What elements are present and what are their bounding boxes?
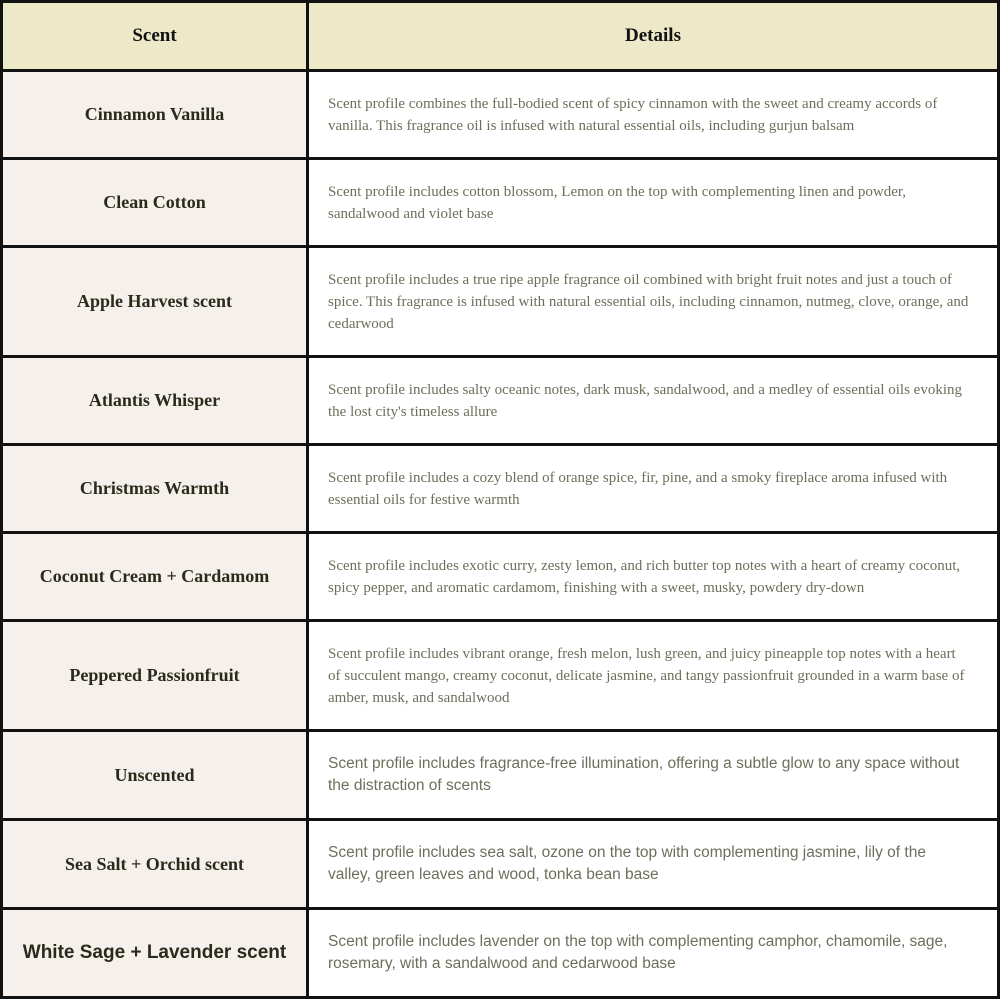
scent-details: Scent profile includes a cozy blend of orange spice, fir, pine, and a smoky fireplace aroma infused with essential oils for festive warmth — [308, 445, 999, 533]
scent-details: Scent profile includes exotic curry, zesty lemon, and rich butter top notes with a heart of creamy coconut, spicy pepper, and aromatic cardamom, finishing with a sweet, musky, powdery dry-down — [308, 533, 999, 621]
table-row — [2, 533, 999, 621]
scent-name: Unscented — [2, 731, 308, 820]
table-row — [2, 445, 999, 533]
scent-name: Sea Salt + Orchid scent — [2, 820, 308, 909]
table-row — [2, 159, 999, 247]
header-details: Details — [308, 2, 999, 71]
table-row — [2, 820, 999, 909]
table-row — [2, 247, 999, 357]
scent-name: Christmas Warmth — [2, 445, 308, 533]
scent-details: Scent profile includes sea salt, ozone on the top with complementing jasmine, lily of the valley, green leaves and wood, tonka bean base — [308, 820, 999, 909]
scent-details: Scent profile includes salty oceanic notes, dark musk, sandalwood, and a medley of essential oils evoking the lost city's timeless allure — [308, 357, 999, 445]
header-scent: Scent — [2, 2, 308, 71]
table-row — [2, 909, 999, 998]
scent-details: Scent profile includes a true ripe apple fragrance oil combined with bright fruit notes and just a touch of spice. This fragrance is infused with natural essential oils, including cinnamon, nutmeg, clove, orange, and cedarwood — [308, 247, 999, 357]
table-row — [2, 357, 999, 445]
scent-name: Atlantis Whisper — [2, 357, 308, 445]
scent-details: Scent profile combines the full-bodied scent of spicy cinnamon with the sweet and creamy accords of vanilla. This fragrance oil is infused with natural essential oils, including gurjun balsam — [308, 71, 999, 159]
table-row — [2, 621, 999, 731]
scent-name: Coconut Cream + Cardamom — [2, 533, 308, 621]
table-row — [2, 731, 999, 820]
scent-details: Scent profile includes fragrance-free illumination, offering a subtle glow to any space without the distraction of scents — [308, 731, 999, 820]
scent-name: White Sage + Lavender scent — [2, 909, 308, 998]
scent-name: Clean Cotton — [2, 159, 308, 247]
scent-details: Scent profile includes cotton blossom, Lemon on the top with complementing linen and powder, sandalwood and violet base — [308, 159, 999, 247]
scent-name: Cinnamon Vanilla — [2, 71, 308, 159]
scent-details: Scent profile includes vibrant orange, fresh melon, lush green, and juicy pineapple top notes with a heart of succulent mango, creamy coconut, delicate jasmine, and tangy passionfruit grounded in a warm base of amber, musk, and sandalwood — [308, 621, 999, 731]
table-row — [2, 71, 999, 159]
header-row — [2, 2, 999, 71]
scent-name: Peppered Passionfruit — [2, 621, 308, 731]
scent-name: Apple Harvest scent — [2, 247, 308, 357]
scent-details: Scent profile includes lavender on the top with complementing camphor, chamomile, sage, rosemary, with a sandalwood and cedarwood base — [308, 909, 999, 998]
